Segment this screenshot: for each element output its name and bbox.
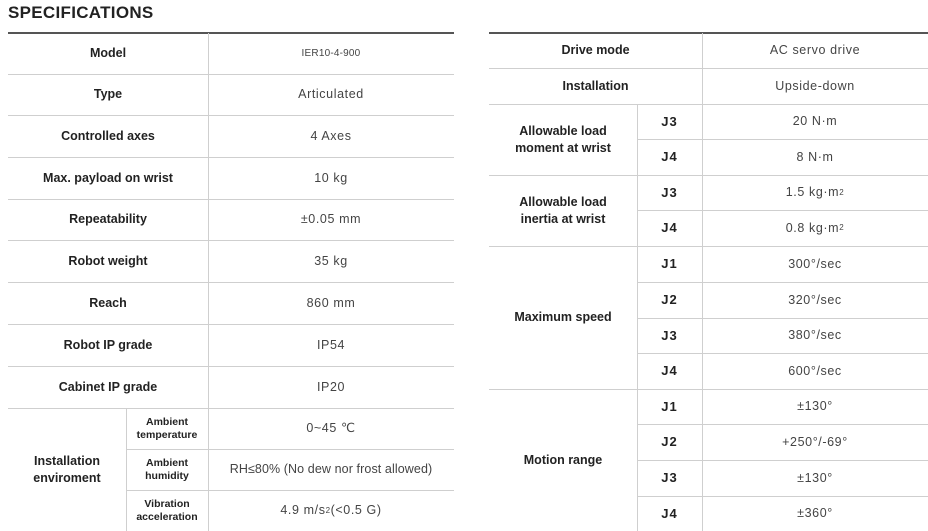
ambient-temperature-label-line1: Ambient (146, 416, 188, 429)
ambient-humidity-label-line2: humidity (145, 469, 189, 482)
speed-value-j3: 380°/sec (788, 328, 842, 343)
range-value-j3: ±130° (797, 470, 833, 485)
allowable-load-inertia-label-line1: Allowable load (519, 194, 607, 209)
ambient-humidity-value: RH≤80% (No dew nor frost allowed) (229, 462, 433, 477)
robot-ip-grade-label: Robot IP grade (63, 337, 153, 352)
speed-value-j2: 320°/sec (788, 292, 842, 307)
cabinet-ip-grade-value: IP20 (316, 379, 346, 394)
installation-environment-label-line2: enviroment (33, 470, 101, 485)
range-joint-j1: J1 (661, 398, 678, 414)
allowable-load-inertia-label-line2: inertia at wrist (520, 211, 606, 226)
inertia-joint-j4: J4 (661, 220, 678, 236)
inertia-value-j4-main: 0.8 kg·m (785, 220, 840, 235)
model-value: IER10-4-900 (301, 47, 361, 59)
allowable-load-moment-label (489, 104, 637, 175)
maximum-speed-label: Maximum speed (514, 310, 612, 325)
range-value-j1: ±130° (797, 399, 833, 414)
model-label: Model (89, 46, 127, 61)
ambient-temperature-label-line2: temperature (136, 428, 198, 441)
ambient-temperature-label (126, 408, 208, 449)
speed-joint-j3: J3 (661, 327, 678, 343)
speed-joint-j1: J1 (661, 256, 678, 272)
installation-label: Installation (562, 78, 629, 93)
vibration-acceleration-label-line2: acceleration (136, 510, 198, 523)
reach-label: Reach (89, 295, 127, 310)
page-title: SPECIFICATIONS (8, 3, 154, 22)
vibration-value-main: 4.9 m/s (280, 503, 326, 518)
speed-value-j1: 300°/sec (788, 256, 842, 271)
repeatability-value: ±0.05 mm (300, 212, 362, 227)
range-value-j4: ±360° (797, 506, 833, 521)
speed-joint-j2: J2 (661, 292, 678, 308)
installation-environment-label (8, 408, 126, 531)
moment-joint-j3: J3 (661, 113, 678, 129)
allowable-load-inertia-label (489, 175, 637, 246)
robot-weight-value: 35 kg (314, 253, 348, 268)
moment-value-j4: 8 N·m (796, 149, 834, 164)
inertia-value-j4: 0.8 kg·m 2 (785, 220, 845, 235)
robot-weight-label: Robot weight (68, 253, 148, 268)
range-joint-j3: J3 (661, 470, 678, 486)
max-payload-value: 10 kg (314, 170, 348, 185)
ambient-humidity-label-line1: Ambient (146, 457, 188, 470)
motion-range-label: Motion range (523, 452, 603, 467)
type-value: Articulated (298, 87, 364, 102)
drive-mode-value: AC servo drive (769, 43, 861, 58)
vibration-value-note: (<0.5 G) (330, 503, 382, 518)
range-joint-j2: J2 (661, 434, 678, 450)
ambient-humidity-label (126, 449, 208, 490)
moment-joint-j4: J4 (661, 149, 678, 165)
max-payload-label: Max. payload on wrist (43, 170, 173, 185)
cabinet-ip-grade-label: Cabinet IP grade (58, 379, 158, 394)
robot-ip-grade-value: IP54 (316, 337, 346, 352)
range-joint-j4: J4 (661, 505, 678, 521)
inertia-value-j3: 1.5 kg·m 2 (785, 185, 845, 200)
speed-value-j4: 600°/sec (788, 363, 842, 378)
installation-environment-label-line1: Installation (34, 453, 100, 468)
reach-value: 860 mm (306, 295, 356, 310)
ambient-temperature-value: 0~45 ℃ (306, 421, 356, 436)
vibration-acceleration-value: 4.9 m/s 2 (<0.5 G) (280, 503, 382, 518)
allowable-load-moment-label-line2: moment at wrist (515, 140, 611, 155)
allowable-load-moment-label-line1: Allowable load (519, 123, 607, 138)
range-value-j2: +250°/-69° (782, 434, 848, 449)
inertia-joint-j3: J3 (661, 184, 678, 200)
controlled-axes-value: 4 Axes (310, 128, 352, 143)
inertia-value-j3-main: 1.5 kg·m (785, 185, 840, 200)
vibration-acceleration-label (126, 490, 208, 531)
installation-value: Upside-down (775, 78, 855, 93)
controlled-axes-label: Controlled axes (61, 128, 155, 143)
drive-mode-label: Drive mode (561, 43, 630, 58)
vibration-acceleration-label-line1: Vibration (144, 498, 190, 511)
speed-joint-j4: J4 (661, 363, 678, 379)
type-label: Type (93, 87, 123, 102)
moment-value-j3: 20 N·m (792, 114, 838, 129)
repeatability-label: Repeatability (69, 212, 147, 227)
